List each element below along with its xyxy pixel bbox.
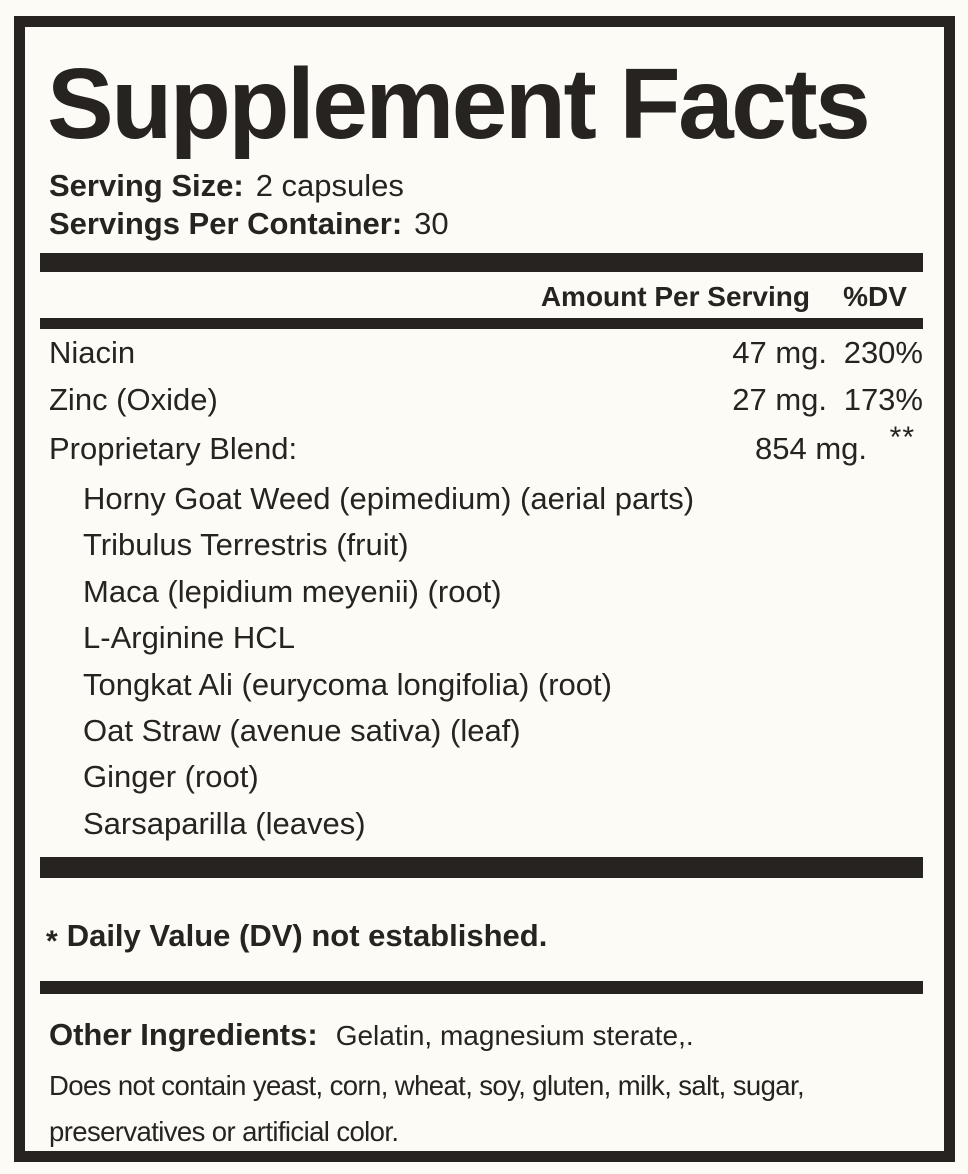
table-row	[40, 423, 923, 476]
list-item: Ginger (root)	[83, 759, 259, 795]
nutrient-name: Niacin	[49, 335, 136, 370]
nutrient-amount: 854 mg.	[754, 431, 867, 466]
nutrient-dv: 173%	[843, 382, 923, 417]
daily-value-footnote	[46, 918, 923, 959]
table-row	[40, 329, 923, 376]
servings-per-container-label: Servings Per Container:	[49, 206, 403, 241]
serving-size-label: Serving Size:	[49, 168, 244, 203]
divider-bar-middle	[40, 857, 923, 878]
nutrient-dv: 230%	[843, 335, 923, 370]
servings-per-container-line	[49, 205, 923, 243]
other-ingredients-line	[49, 1016, 923, 1055]
divider-bar-top	[40, 253, 923, 272]
list-item: Maca (lepidium meyenii) (root)	[83, 573, 502, 609]
amount-per-serving-header: Amount Per Serving	[540, 281, 810, 312]
disclaimer-line: Does not contain yeast, corn, wheat, soy, gluten, milk, salt, sugar,	[49, 1070, 805, 1102]
other-ingredients-label: Other Ingredients:	[49, 1017, 318, 1053]
other-ingredients-value: Gelatin, magnesium sterate,.	[335, 1020, 694, 1052]
nutrient-name: Zinc (Oxide)	[49, 382, 218, 417]
nutrient-amount: 47 mg.	[732, 335, 827, 370]
divider-bar-bottom	[40, 981, 923, 994]
list-item: Oat Straw (avenue sativa) (leaf)	[83, 713, 521, 749]
list-item: Tribulus Terrestris (fruit)	[83, 527, 409, 563]
servings-per-container-value: 30	[414, 206, 449, 241]
percent-dv-header: %DV	[843, 281, 907, 312]
serving-size-value: 2 capsules	[255, 168, 404, 203]
list-item: Horny Goat Weed (epimedium) (aerial parts)	[83, 481, 695, 516]
double-asterisk-marker: **	[889, 421, 915, 454]
supplement-facts-title: Supplement Facts	[47, 48, 869, 160]
disclaimer-line: preservatives or artificial color.	[49, 1115, 399, 1147]
asterisk-marker: *	[46, 925, 58, 959]
serving-size-line	[49, 167, 923, 205]
panel-content	[25, 27, 944, 1151]
table-row	[40, 376, 923, 423]
nutrient-amount: 27 mg.	[732, 382, 827, 417]
nutrient-name: Proprietary Blend:	[49, 431, 298, 466]
list-item: L-Arginine HCL	[83, 620, 295, 656]
serving-info	[49, 167, 923, 243]
table-header-row	[40, 272, 923, 318]
header-underline-bar	[40, 318, 923, 329]
footnote-text: Daily Value (DV) not established.	[66, 918, 548, 954]
supplement-facts-panel	[14, 16, 955, 1162]
contains-disclaimer	[49, 1063, 923, 1154]
list-item: Tongkat Ali (eurycoma longifolia) (root)	[83, 666, 612, 702]
list-item: Sarsaparilla (leaves)	[83, 805, 366, 841]
nutrient-dv	[867, 423, 923, 476]
proprietary-blend-list	[83, 476, 923, 847]
